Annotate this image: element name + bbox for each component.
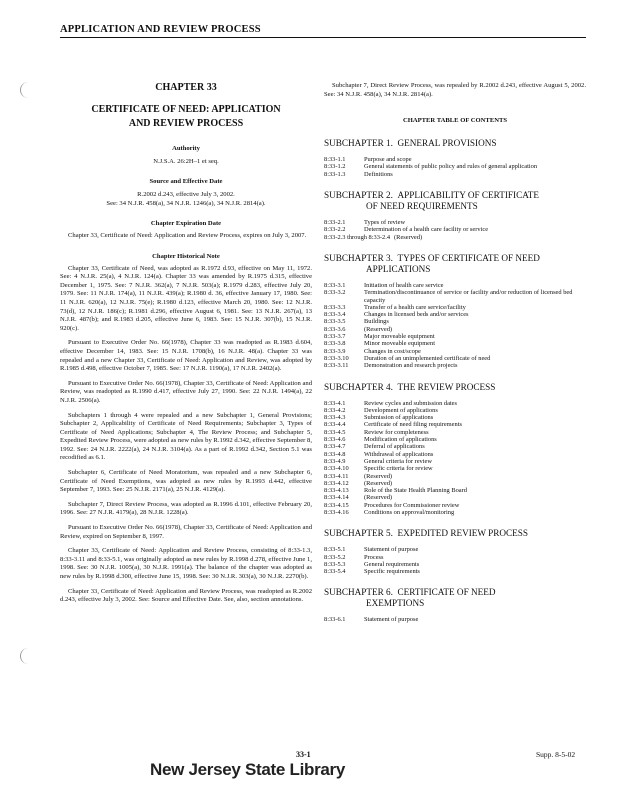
history-paragraph: Chapter 33, Certificate of Need: Application and Review Process, consisting of 8:33-1.3, 8:33-3.11 and 8:33-5.1, was originally adopted as new rules by R.1998 d.278, effective June 1, 1998. See: 30 N.J.R. 1005(a), 30 N.J.R. 1991(a). The balance of the chapter was adopted as new rules by R.1998 d.300, effective June 15, 1998. See: 30 N.J.R. 303(a), 30 N.J.R. 2270(b). — [60, 547, 312, 580]
section-title: General criteria for review — [364, 457, 432, 465]
source-line2: See: 34 N.J.R. 458(a), 34 N.J.R. 1246(a), 34 N.J.R. 2814(a). — [106, 200, 266, 207]
section-title: Role of the State Health Planning Board — [364, 487, 467, 495]
history-heading: Chapter Historical Note — [152, 252, 220, 260]
section-number: 8:33-4.7 — [324, 443, 346, 451]
section-title: Conditions on approval/monitoring — [364, 508, 455, 516]
toc-entry — [324, 226, 586, 233]
section-title: Certificate of need filing requirements — [364, 421, 462, 429]
table-of-contents — [324, 138, 586, 624]
section-number: 8:33-6.1 — [324, 616, 346, 624]
subchapter-title: GENERAL PROVISIONS — [397, 138, 497, 149]
section-number: 8:33-4.1 — [324, 399, 346, 407]
section-number: 8:33-3.11 — [324, 362, 349, 370]
subchapter-heading — [324, 587, 586, 609]
history-paragraph: Chapter 33, Certificate of Need, was adopted as R.1972 d.93, effective on May 11, 1972. See: 4 N.J.R. 25(a), 4 N.J.R. 124(a). Chapter 33 was amended by R.1975 d.315, effective December 1, 1975. See: 7 N.J.R. 362(a), 7 N.J.R. 503(a); R.1979 d.283, effective July 20, 1979. See: 11 N.J.R. 174(a), 11 N.J.R. 439(a); R.1980 d. 36, effective January 17, 1980. See: 11 N.J.R. 620(a), 12 N.J.R. 75(e); R.1980 d.123, effective March 20, 1980. See: 12 N.J.R. 73(d), 12 N.J.R. 186(c); R.1981 d.296, effective August 6, 1981. See: 13 N.J.R. 267(a), 13 N.J.R. 487(b); and R.1983 d.205, effective June 6, 1983. See: 15 N.J.R. 307(b), 15 N.J.R. 920(c). — [60, 264, 312, 332]
section-number: 8:33-3.7 — [324, 333, 346, 341]
hole-punch-mark-bottom — [20, 648, 35, 664]
source-line1: R.2002 d.243, effective July 3, 2002. — [137, 191, 235, 198]
authority-text: N.J.S.A. 26:2H–1 et seq. — [153, 158, 219, 165]
toc-entry — [324, 219, 586, 226]
chapter-title-line2: AND REVIEW PROCESS — [128, 118, 244, 129]
section-list — [324, 156, 586, 178]
toc-entry — [324, 568, 586, 575]
left-column — [60, 82, 312, 611]
history-paragraph: Subchapter 6, Certificate of Need Moratorium, was repealed and a new Subchapter 6, Certificate of Need Exemptions, was adopted as new rules by R.1993 d.442, effective September 7, 1993. See: 25 N.J.R. 2171(a), 25 N.J.R. 4129(a). — [60, 469, 312, 494]
section-title: Withdrawal of applications — [364, 450, 434, 458]
toc-entry — [324, 282, 586, 289]
section-title: (Reserved) — [364, 472, 393, 480]
section-title: Types of review — [364, 219, 406, 227]
section-number: 8:33-5.2 — [324, 553, 346, 561]
toc-entry — [324, 400, 586, 407]
toc-entry — [324, 487, 586, 494]
section-title: Minor moveable equipment — [364, 340, 435, 348]
toc-entry — [324, 333, 586, 340]
section-number: 8:33-3.9 — [324, 347, 346, 355]
section-number: 8:33-4.8 — [324, 450, 346, 458]
toc-entry — [324, 414, 586, 421]
section-list — [324, 616, 586, 623]
section-title: Termination/discontinuance of service or facility and/or reduction of licensed bed capacity — [364, 289, 573, 304]
section-list — [324, 282, 586, 370]
subchapter-label: SUBCHAPTER 5. — [324, 528, 393, 539]
section-title: Process — [364, 553, 384, 561]
subchapter-title: CERTIFICATE OF NEED — [397, 587, 496, 598]
section-number: 8:33-4.9 — [324, 457, 346, 465]
subchapter-heading — [324, 190, 586, 212]
section-title: Specific criteria for review — [364, 465, 433, 473]
toc-entry — [324, 546, 586, 553]
section-number: 8:33-4.12 — [324, 479, 349, 487]
section-number: 8:33-2.3 through 8:33-2.4 — [324, 233, 391, 241]
section-title: Determination of a health care facility or service — [364, 226, 489, 234]
section-number: 8:33-4.13 — [324, 487, 349, 495]
section-title: Development of applications — [364, 406, 438, 414]
hole-punch-mark-top — [20, 82, 35, 98]
section-title: Major moveable equipment — [364, 333, 435, 341]
section-title: General statements of public policy and rules of general application — [364, 163, 538, 171]
section-title: Transfer of a health care service/facility — [364, 303, 466, 311]
toc-entry — [324, 163, 586, 170]
section-title: (Reserved) — [364, 479, 393, 487]
section-number: 8:33-5.4 — [324, 568, 346, 576]
expiration-heading: Chapter Expiration Date — [150, 220, 222, 227]
section-number: 8:33-3.1 — [324, 281, 346, 289]
toc-entry — [324, 502, 586, 509]
section-title: Review for completeness — [364, 428, 429, 436]
toc-entry — [324, 326, 586, 333]
section-title: Review cycles and submission dates — [364, 399, 458, 407]
section-number: 8:33-4.15 — [324, 501, 349, 509]
section-number: 8:33-5.1 — [324, 546, 346, 554]
expiration-text: Chapter 33, Certificate of Need: Application and Review Process, expires on July 3, 2007. — [68, 232, 307, 239]
section-number: 8:33-4.2 — [324, 406, 346, 414]
section-number: 8:33-3.4 — [324, 311, 346, 319]
toc-entry — [324, 362, 586, 369]
toc-entry — [324, 509, 586, 516]
toc-entry — [324, 554, 586, 561]
section-number: 8:33-3.2 — [324, 289, 346, 297]
toc-entry — [324, 421, 586, 428]
source-heading: Source and Effective Date — [149, 178, 223, 185]
toc-entry — [324, 318, 586, 325]
section-list — [324, 219, 586, 241]
section-title: Definitions — [364, 170, 393, 178]
toc-entry — [324, 340, 586, 347]
section-number: 8:33-4.16 — [324, 508, 349, 516]
section-number: 8:33-4.11 — [324, 472, 349, 480]
toc-entry — [324, 407, 586, 414]
section-title: Procedures for Commissioner review — [364, 501, 460, 509]
section-title: Statement of purpose — [364, 546, 419, 554]
toc-entry — [324, 494, 586, 501]
subchapter-title-continued: APPLICATIONS — [366, 263, 431, 274]
section-title: Changes in licensed beds and/or services — [364, 311, 469, 319]
subchapter-label: SUBCHAPTER 2. — [324, 190, 393, 201]
toc-entry — [324, 429, 586, 436]
section-title: Specific requirements — [364, 568, 420, 576]
toc-entry — [324, 561, 586, 568]
history-paragraph: Pursuant to Executive Order No. 66(1978), Chapter 33 was readopted as R.1983 d.604, effective December 14, 1983. See: 15 N.J.R. 1708(b), 16 N.J.R. 48(a). Chapter 33 was repealed and a new Chapter 33, Certificate of Need: Application and Review, was adopted by R.1985 d.498, effective October 7, 1985. See: 17 N.J.R. 1190(a), 17 N.J.R. 2402(a). — [60, 339, 312, 373]
subchapter-title: EXPEDITED REVIEW PROCESS — [397, 528, 529, 539]
section-title: Modification of applications — [364, 436, 437, 444]
toc-entry — [324, 480, 586, 487]
section-title: Statement of purpose — [364, 616, 419, 624]
toc-entry — [324, 348, 586, 355]
section-title: Duration of an unimplemented certificate of need — [364, 354, 491, 362]
section-number: 8:33-4.3 — [324, 414, 346, 422]
toc-entry — [324, 311, 586, 318]
subchapter-label: SUBCHAPTER 3. — [324, 252, 393, 263]
section-number: 8:33-4.5 — [324, 428, 346, 436]
subchapter-label: SUBCHAPTER 4. — [324, 381, 393, 392]
section-number: 8:33-3.5 — [324, 318, 346, 326]
toc-entry — [324, 458, 586, 465]
section-number: 8:33-3.3 — [324, 303, 346, 311]
section-title: Initiation of health care service — [364, 281, 444, 289]
toc-entry — [324, 234, 586, 241]
toc-entry — [324, 156, 586, 163]
subchapter-title: APPLICABILITY OF CERTIFICATE — [397, 190, 540, 201]
toc-entry — [324, 451, 586, 458]
section-title: Deferral of applications — [364, 443, 425, 451]
toc-heading: CHAPTER TABLE OF CONTENTS — [402, 117, 508, 125]
section-number: 8:33-2.1 — [324, 219, 346, 227]
subchapter-title: THE REVIEW PROCESS — [397, 381, 496, 392]
section-title: Purpose and scope — [364, 156, 412, 164]
section-number: 8:33-1.2 — [324, 163, 346, 171]
section-title: General requirements — [364, 560, 420, 568]
history-paragraph: Pursuant to Executive Order No. 66(1978), Chapter 33, Certificate of Need: Application and Review, expired on September 8, 1997. — [60, 524, 312, 540]
running-head: APPLICATION AND REVIEW PROCESS — [60, 24, 586, 38]
section-list — [324, 400, 586, 517]
toc-entry — [324, 465, 586, 472]
section-number: 8:33-5.3 — [324, 560, 346, 568]
section-number: 8:33-2.2 — [324, 226, 346, 234]
subchapter-title-continued: EXEMPTIONS — [366, 598, 425, 609]
section-number: 8:33-1.3 — [324, 170, 346, 178]
section-title: (Reserved) — [364, 325, 393, 333]
subchapter-label: SUBCHAPTER 6. — [324, 587, 393, 598]
chapter-title-line1: CERTIFICATE OF NEED: APPLICATION — [91, 104, 281, 115]
repeal-note: Subchapter 7, Direct Review Process, was repealed by R.2002 d.243, effective August 5, 2002. See: 34 N.J.R. 458(a), 34 N.J.R. 2814(a). — [324, 82, 586, 98]
subchapter-title: TYPES OF CERTIFICATE OF NEED — [397, 252, 540, 263]
toc-entry — [324, 289, 586, 304]
toc-entry — [324, 355, 586, 362]
section-number: 8:33-1.1 — [324, 156, 346, 164]
section-title: (Reserved) — [394, 233, 423, 241]
section-number: 8:33-4.6 — [324, 436, 346, 444]
section-number: 8:33-4.14 — [324, 494, 349, 502]
chapter-label: CHAPTER 33 — [155, 82, 217, 93]
page-number: 33-1 — [296, 750, 311, 759]
section-list — [324, 546, 586, 575]
subchapter-heading — [324, 253, 586, 275]
toc-entry — [324, 473, 586, 480]
history-paragraph: Pursuant to Executive Order No. 66(1978), Chapter 33, Certificate of Need: Application and Review, was readopted as R.1990 d.417, effective July 27, 1990. See: 22 N.J.R. 1494(a), 22 N.J.R. 2506(a). — [60, 379, 312, 404]
library-stamp: New Jersey State Library — [150, 760, 346, 779]
section-number: 8:33-4.4 — [324, 421, 346, 429]
history-paragraph: Chapter 33, Certificate of Need: Application and Review Process, was readopted as R.2002 d.243, effective July 3, 2002. See: Source and Effective Date. See, also, section annotations. — [60, 587, 312, 604]
section-number: 8:33-3.10 — [324, 354, 349, 362]
section-number: 8:33-3.6 — [324, 325, 346, 333]
section-title: Submission of applications — [364, 414, 434, 422]
history-paragraph: Subchapters 1 through 4 were repealed and a new Subchapter 1, General Provisions; Subchapter 2, Applicability of Certificate of Need Requirements; Subchapter 3, Types of Certificate of Need Applications; Subchapter 4, The Review Process; and Subchapter 5, Expedited Review Process, were adopted as new rules by R.1992 d.342, effective September 8, 1992. See: 24 N.J.R. 2222(a), 24 N.J.R. 3104(a). As a part of R.1992 d.342, Section 5.1 was recodified as 6.1. — [60, 411, 312, 462]
toc-entry — [324, 616, 586, 623]
toc-entry — [324, 171, 586, 178]
toc-entry — [324, 436, 586, 443]
authority-heading: Authority — [172, 145, 200, 152]
subchapter-title-continued: OF NEED REQUIREMENTS — [366, 201, 478, 212]
history-paragraph: Subchapter 7, Direct Review Process, was adopted as R.1996 d.101, effective February 20, 1996. See: 27 N.J.R. 4179(a), 28 N.J.R. 1228(a). — [60, 500, 312, 517]
subchapter-heading — [324, 138, 586, 149]
toc-entry — [324, 443, 586, 450]
right-column — [324, 82, 586, 636]
section-title: (Reserved) — [364, 494, 393, 502]
section-title: Buildings — [364, 318, 389, 326]
section-title: Demonstration and research projects — [364, 362, 458, 370]
section-number: 8:33-4.10 — [324, 465, 349, 473]
section-number: 8:33-3.8 — [324, 340, 346, 348]
toc-entry — [324, 304, 586, 311]
supplement-date: Supp. 8-5-02 — [536, 750, 576, 759]
chapter-title — [60, 103, 312, 131]
section-title: Changes in cost/scope — [364, 347, 421, 355]
subchapter-heading — [324, 528, 586, 539]
subchapter-heading — [324, 382, 586, 393]
subchapter-label: SUBCHAPTER 1. — [324, 138, 393, 149]
